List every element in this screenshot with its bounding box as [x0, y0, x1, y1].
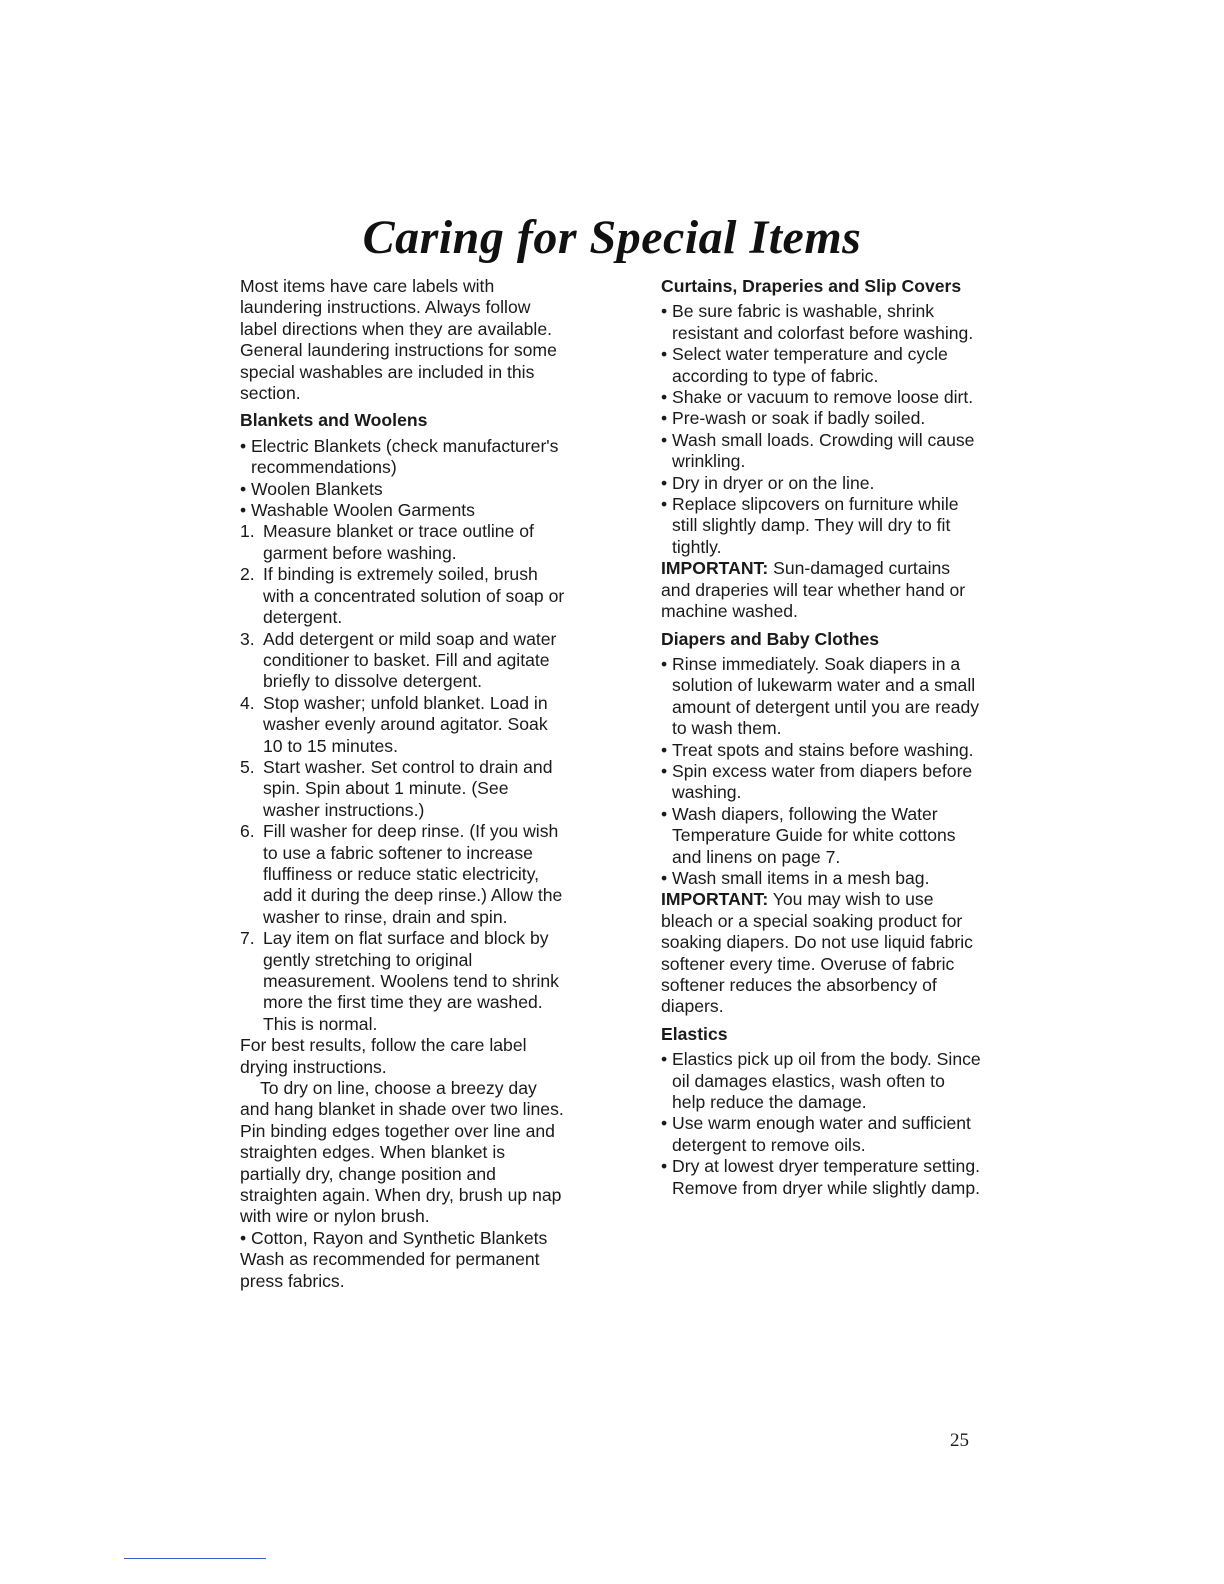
- footer-rule: [124, 1558, 266, 1559]
- blankets-heading: Blankets and Woolens: [240, 410, 428, 431]
- list-item: • Wash diapers, following the Water Temperature Guide for white cottons and linens on page 7.: [661, 804, 981, 868]
- blankets-steps-list: [240, 521, 570, 1035]
- page-number: 25: [950, 1430, 969, 1451]
- list-item: • Cotton, Rayon and Synthetic Blankets: [240, 1228, 570, 1249]
- step-item: [240, 629, 570, 693]
- step-text: Add detergent or mild soap and water conditioner to basket. Fill and agitate briefly to dissolve detergent.: [263, 628, 557, 692]
- list-item: • Use warm enough water and sufficient detergent to remove oils.: [661, 1113, 981, 1156]
- list-item: • Treat spots and stains before washing.: [661, 740, 981, 761]
- step-item: [240, 928, 570, 1035]
- blankets-bullet-list: [240, 436, 570, 522]
- list-item: • Be sure fabric is washable, shrink resistant and colorfast before washing.: [661, 301, 981, 344]
- list-item: • Woolen Blankets: [240, 479, 570, 500]
- step-text: Stop washer; unfold blanket. Load in washer evenly around agitator. Soak 10 to 15 minutes.: [263, 692, 548, 756]
- step-item: [240, 521, 570, 564]
- curtains-important-note: [661, 558, 981, 622]
- list-item: • Select water temperature and cycle according to type of fabric.: [661, 344, 981, 387]
- step-item: [240, 564, 570, 628]
- curtains-heading: Curtains, Draperies and Slip Covers: [661, 276, 962, 296]
- list-item: • Electric Blankets (check manufacturer's recommendations): [240, 436, 570, 479]
- page-title: Caring for Special Items: [362, 211, 862, 265]
- diapers-important-note: [661, 889, 981, 1017]
- cotton-paragraph: Wash as recommended for permanent press fabrics.: [240, 1249, 540, 1291]
- intro-paragraph: Most items have care labels with laundering instructions. Always follow label directions when they are available. General laundering instructions for some special washables are included in this section.: [240, 276, 557, 404]
- step-number: 2.: [240, 564, 255, 585]
- important-label: IMPORTANT:: [661, 889, 769, 910]
- elastics-bullet-list: [661, 1049, 981, 1199]
- step-item: [240, 693, 570, 757]
- curtains-bullet-list: [661, 301, 981, 558]
- right-column: [661, 276, 981, 1199]
- step-number: 3.: [240, 628, 255, 649]
- list-item: • Spin excess water from diapers before washing.: [661, 761, 981, 804]
- elastics-heading: Elastics: [661, 1023, 728, 1044]
- diapers-heading: Diapers and Baby Clothes: [661, 628, 880, 649]
- diapers-bullet-list: [661, 654, 981, 889]
- step-item: [240, 757, 570, 821]
- list-item: • Shake or vacuum to remove loose dirt.: [661, 387, 981, 408]
- step-text: Start washer. Set control to drain and spin. Spin about 1 minute. (See washer instructions.): [263, 756, 553, 820]
- list-item: • Dry in dryer or on the line.: [661, 473, 981, 494]
- step-item: [240, 821, 570, 928]
- step-number: 5.: [240, 756, 255, 777]
- list-item: • Wash small loads. Crowding will cause wrinkling.: [661, 430, 981, 473]
- step-text: Measure blanket or trace outline of garment before washing.: [263, 521, 534, 563]
- list-item: • Pre-wash or soak if badly soiled.: [661, 408, 981, 429]
- best-results-paragraph: For best results, follow the care label drying instructions.: [240, 1035, 527, 1077]
- list-item: • Rinse immediately. Soak diapers in a solution of lukewarm water and a small amount of detergent until you are ready to wash them.: [661, 654, 981, 740]
- line-drying-paragraph: To dry on line, choose a breezy day and hang blanket in shade over two lines. Pin binding edges together over line and straighten edges. When blanket is partially dry, change position and straighten again. When dry, brush up nap with wire or nylon brush.: [240, 1078, 564, 1227]
- step-number: 7.: [240, 928, 255, 949]
- important-text: Sun-damaged curtains and draperies will tear whether hand or machine washed.: [661, 558, 966, 622]
- step-number: 6.: [240, 821, 255, 842]
- list-item: • Dry at lowest dryer temperature setting. Remove from dryer while slightly damp.: [661, 1156, 981, 1199]
- left-column: [240, 276, 570, 1292]
- list-item: • Washable Woolen Garments: [240, 500, 570, 521]
- important-label: IMPORTANT:: [661, 558, 769, 579]
- step-text: If binding is extremely soiled, brush with a concentrated solution of soap or detergent.: [263, 564, 565, 628]
- list-item: • Elastics pick up oil from the body. Since oil damages elastics, wash often to help reduce the damage.: [661, 1049, 981, 1113]
- list-item: • Replace slipcovers on furniture while still slightly damp. They will dry to fit tightly.: [661, 494, 981, 558]
- step-number: 4.: [240, 692, 255, 713]
- step-text: Fill washer for deep rinse. (If you wish to use a fabric softener to increase fluffiness or reduce static electricity, add it during the deep rinse.) Allow the washer to rinse, drain and spin.: [263, 821, 563, 927]
- step-text: Lay item on flat surface and block by gently stretching to original measurement. Woolens tend to shrink more the first time they are washed. This is normal.: [263, 928, 559, 1034]
- step-number: 1.: [240, 521, 255, 542]
- cotton-bullet-list: [240, 1228, 570, 1249]
- important-text: You may wish to use bleach or a special soaking product for soaking diapers. Do not use liquid fabric softener every time. Overuse of fabric softener reduces the absorbency of diapers.: [661, 889, 973, 1017]
- list-item: • Wash small items in a mesh bag.: [661, 868, 981, 889]
